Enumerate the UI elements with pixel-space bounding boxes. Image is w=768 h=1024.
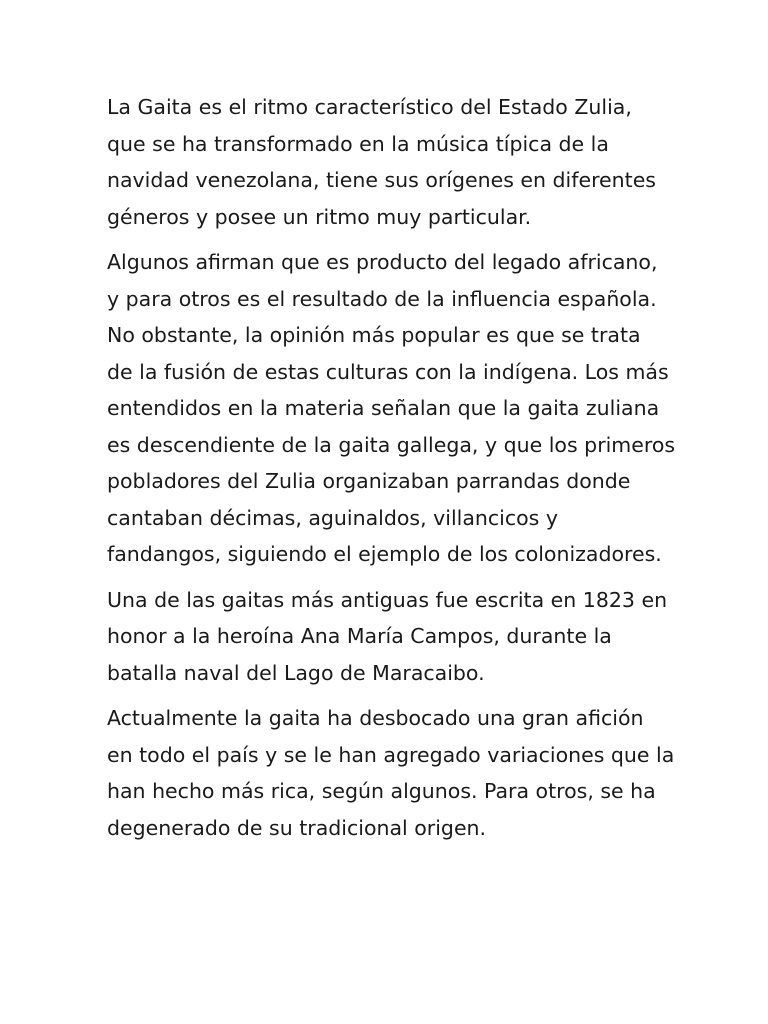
paragraph-4: Actualmente la gaita ha desbocado una gran afición en todo el país y se le han agregado variaciones que la han hecho más rica, según algunos. Para otros, se ha degenerado de su tradicional origen.	[107, 706, 675, 840]
paragraph-1: La Gaita es el ritmo característico del Estado Zulia, que se ha transformado en la música típica de la navidad venezolana, tiene sus orígenes en diferentes géneros y posee un ritmo muy particular.	[107, 95, 656, 229]
paragraph-3: Una de las gaitas más antiguas fue escrita en 1823 en honor a la heroína Ana María Campos, durante la batalla naval del Lago de Maracaibo.	[107, 587, 668, 685]
document-body	[107, 89, 677, 855]
paragraph-2: Algunos afirman que es producto del legado africano, y para otros es el resultado de la influencia española. No obstante, la opinión más popular es que se trata de la fusión de estas culturas con la indígena. Los más entendidos en la materia señalan que la gaita zuliana es descendiente de la gaita gallega, y que los primeros pobladores del Zulia organizaban parrandas donde cantaban décimas, aguinaldos, villancicos y fandangos, siguiendo el ejemplo de los colonizadores.	[107, 250, 676, 566]
